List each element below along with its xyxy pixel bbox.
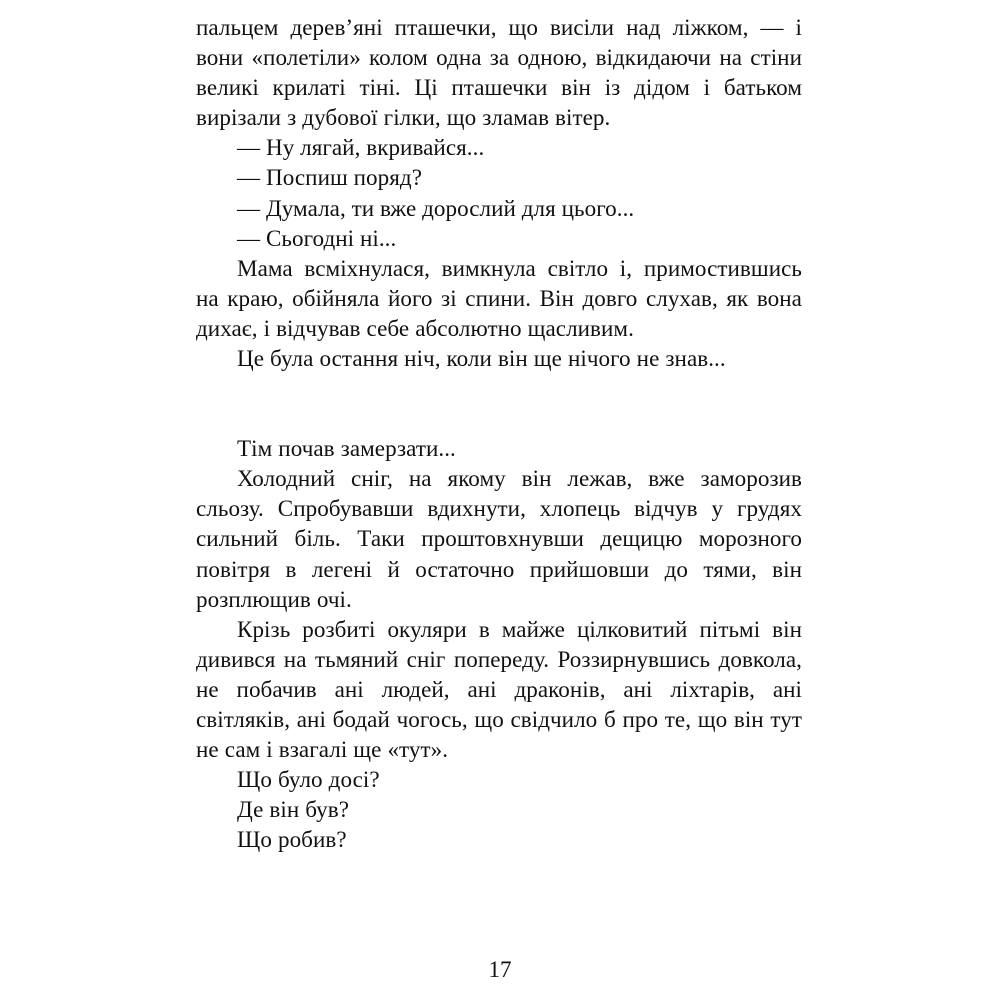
- dialogue-line: — Ну лягай, вкривайся...: [237, 134, 485, 161]
- dialogue-line: — Поспиш поряд?: [237, 164, 423, 191]
- section-break: [196, 373, 802, 433]
- dialogue-line: — Думала, ти вже дорослий для цього...: [237, 194, 635, 221]
- body-paragraph: Холодний сніг, на якому він лежав, вже заморозив сльозу. Спробувавши вдихнути, хлопець відчув у грудях сильний біль. Таки проштовхнувши дещицю морозного повітря в легені й остаточно прийшовши до тями, він розплющив очі.: [196, 465, 802, 612]
- body-paragraph: Де він був?: [237, 796, 350, 823]
- body-paragraph: Мама всміхнулася, вимкнула світло і, примостившись на краю, обійняла його зі спини. Він довго слухав, як вона дихає, і відчував себе абсолютно щасливим.: [196, 254, 802, 341]
- body-paragraph: пальцем дерев’яні пташечки, що висіли над ліжком, — і вони «полетіли» колом одна за одною, відкидаючи на стіни великі крилаті тіні. Ці пташечки він із дідом і батьком вирізали з дубової гілки, що зламав вітер.: [196, 14, 802, 131]
- body-paragraph: Що було досі?: [237, 766, 380, 793]
- dialogue-line: — Сьогодні ні...: [237, 224, 397, 251]
- body-paragraph: Крізь розбиті окуляри в майже цілковитий пітьмі він дивився на тьмяний сніг попереду. Роззирнувшись довкола, не побачив ані людей, ані драконів, ані ліхтарів, ані світляків, ані бодай чогось, що свідчило б про те, що він тут не сам і взагалі ще «тут».: [196, 615, 802, 763]
- page-text-column: [196, 12, 802, 854]
- body-paragraph: Тім почав замерзати...: [237, 435, 456, 462]
- body-paragraph: Це була остання ніч, коли він ще нічого не знав...: [237, 345, 726, 372]
- body-paragraph: Що робив?: [237, 826, 347, 853]
- page-number: 17: [488, 956, 512, 982]
